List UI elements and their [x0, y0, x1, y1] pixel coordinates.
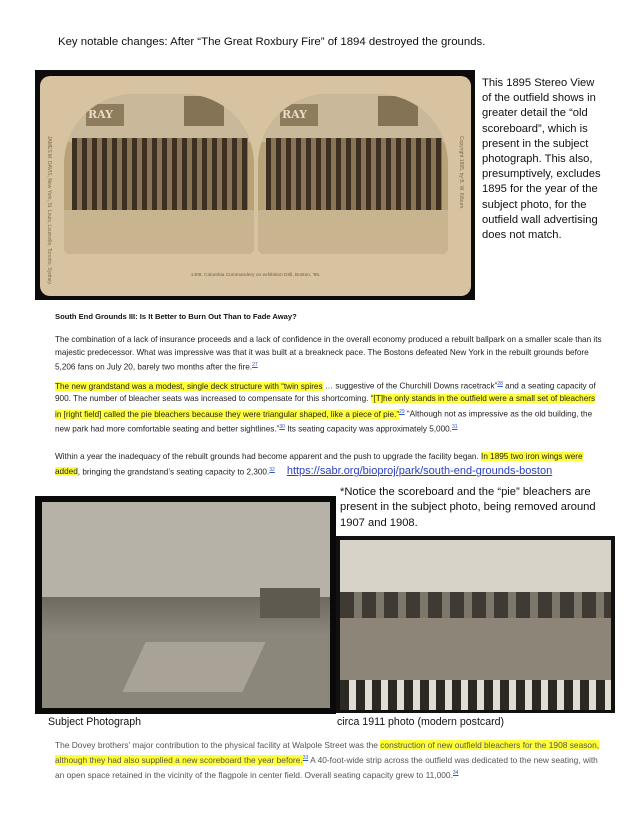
paragraph-grandstand: The new grandstand was a modest, single deck structure with “twin spires … suggestive of the Churchill Downs racetrack”$^{28}$ and a seating capacity of 900. The number of bleacher seats was increased to compensate for this shortcoming. “[T]he only stands in the outfield were a small set of bleachers in [right field] called the pie bleachers because they were triangular shaped, like a piece of pie.”$^{29}$ “Although not as impressive as the old building, the new park had more comfortable seating and better sightlines.”$^{30}$ Its seating capacity was approximately 5,000.31	[55, 381, 596, 434]
stereo-caption: 1408. Columbia Commandery on exhibition Drill, Boston, '95.	[190, 273, 321, 278]
stereo-copyright-text: Copyright 1895, by B. W. Kilburn.	[458, 136, 464, 210]
sabr-link[interactable]: https://sabr.org/bioproj/park/south-end-grounds-boston	[286, 465, 553, 478]
paragraph-iron-wings: Within a year the inadequacy of the rebuilt grounds had become apparent and the push to upgrade the facility began. In 1895 two iron wings were added, bringing the grandstand’s seating capacity to 2,300.32 https://sabr.org/bioproj/park/south-end-grounds-boston	[55, 452, 583, 478]
section-title: South End Grounds III: Is It Better to Burn Out Than to Fade Away?	[55, 312, 297, 321]
footnote-ref[interactable]: 28	[497, 381, 503, 387]
crowd	[340, 680, 611, 710]
footnote-ref[interactable]: 30	[279, 424, 285, 431]
subject-photograph	[42, 502, 330, 708]
outfield-wall	[340, 592, 611, 618]
pie-bleachers	[260, 588, 320, 618]
marching-troops	[72, 138, 248, 210]
marching-troops	[266, 138, 442, 210]
infield-diamond	[122, 642, 265, 692]
postcard-photograph	[340, 540, 611, 710]
postcard-photo-caption: circa 1911 photo (modern postcard)	[337, 716, 505, 728]
footnote-ref[interactable]: 31	[451, 424, 458, 431]
stereo-view-photo	[40, 76, 471, 296]
stereo-left-pane	[64, 94, 254, 254]
scoreboard-notice: *Notice the scoreboard and the “pie” bleachers are present in the subject photo, being removed around 1907 and 1908.	[340, 486, 596, 529]
subject-photo-caption: Subject Photograph	[48, 716, 142, 728]
paragraph-rebuild: The combination of a lack of insurance proceeds and a lack of confidence in the overall economy produced a rebuilt ballpark on a smaller scale than its majestic predecessor. What was impressive was that it was built at a breakneck pace. The Bostons defeated New York in the rebuilt grounds before 5,206 fans on July 20, barely two months after the fire.$^{27}$	[55, 335, 602, 372]
footnote-ref[interactable]: 33	[302, 755, 309, 761]
paragraph-dovey: The Dovey brothers’ major contribution to the physical facility at Walpole Street was the construction of new outfield bleachers for the 1908 season, although they had also supplied a new scoreboard the year before.$^{33}$ A 40-foot-wide strip across the outfield was dedicated to the new seating, with an open space retained in the vicinity of the flagpole in center field. Overall seating capacity grew to 11,000.34	[55, 740, 600, 780]
footnote-ref[interactable]: 27	[252, 362, 258, 369]
stereo-side-note: This 1895 Stereo View of the outfield shows in greater detail the “old scoreboard”, which is present in the subject photograph. This also, presumptively, excludes 1895 for the year of the subject photo, for the outfield wall advertising does not match.	[482, 77, 601, 242]
footnote-ref[interactable]: 29	[399, 408, 405, 415]
stereo-publisher-text: JAMES M. DAVIS, New York, St. Louis, Louisville, Toronto, Sydney.	[46, 136, 52, 285]
stereo-right-pane	[258, 94, 448, 254]
footnote-ref[interactable]: 34	[452, 769, 459, 776]
stereo-sign-left: RAY	[86, 104, 124, 126]
page-heading: Key notable changes: After “The Great Roxbury Fire” of 1894 destroyed the grounds.	[58, 36, 486, 48]
stereo-sign-right: RAY	[280, 104, 318, 126]
footnote-ref[interactable]: 32	[269, 466, 275, 473]
